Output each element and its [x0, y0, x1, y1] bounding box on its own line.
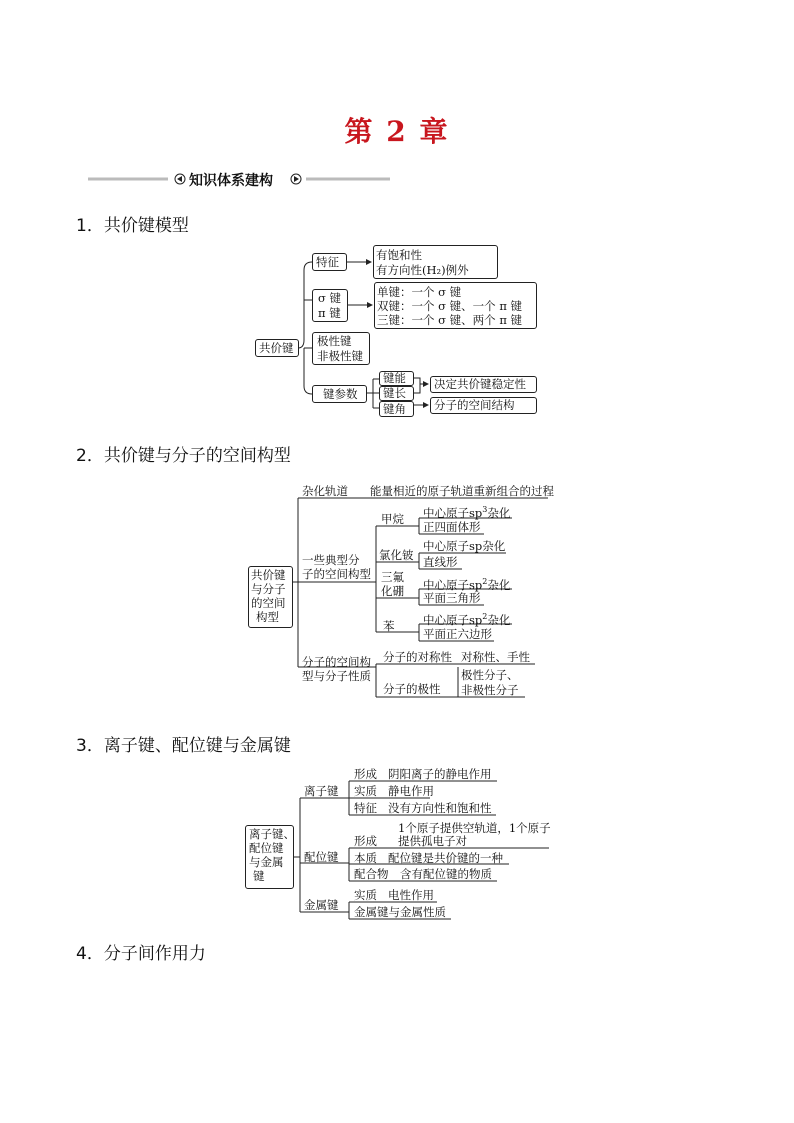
map2-polarity: 分子的极性 — [383, 682, 441, 696]
map1-root: 共价键 — [259, 341, 294, 355]
map2-root-3: 的空间 — [251, 596, 286, 610]
map1-tezheng-item-1: 有饱和性 — [376, 248, 422, 262]
map3-coord-1-desc: 配位键是共价键的一种 — [388, 851, 503, 865]
map1-sigma-item-2: 双键：一个 σ 键、一个 π 键 — [377, 299, 523, 313]
map1-sigma-item-3: 三键：一个 σ 键、两个 π 键 — [377, 313, 523, 327]
map3-coord-1-label: 本质 — [354, 851, 377, 865]
section-heading-4: 4．分子间作用力 — [76, 944, 206, 964]
map1-param: 键参数 — [323, 387, 358, 401]
map2-becl2: 氯化铍 — [379, 548, 414, 562]
map1-param-angle: 键角 — [383, 402, 406, 416]
map2-bf3-hyb: 中心原子$sp^2$杂化 — [423, 577, 511, 592]
map3-root-1: 离子键、 — [249, 827, 295, 841]
map2-methane-hyb: 中心原子$sp^3$杂化 — [423, 505, 511, 520]
map1-tezheng: 特征 — [316, 255, 339, 269]
map1-angle-note: 分子的空间结构 — [434, 398, 515, 412]
map2-root-1: 共价键 — [251, 568, 286, 582]
map3-coord-2-desc: 含有配位键的物质 — [400, 867, 492, 881]
map2-root-2: 与分子 — [251, 582, 286, 596]
map2-hybrid-desc: 能量相近的原子轨道重新组合的过程 — [370, 484, 554, 498]
map2-props-1: 分子的空间构 — [302, 655, 371, 669]
map1-param-energy: 键能 — [383, 371, 406, 385]
map3-root-2: 配位键 — [249, 841, 284, 855]
map2-root-4: 构型 — [256, 610, 279, 624]
map3-root-3: 与金属 — [249, 855, 284, 869]
map3-coord: 配位键 — [304, 850, 339, 864]
map2-typical-2: 子的空间构型 — [302, 567, 371, 581]
map2-benzene: 苯 — [383, 619, 395, 633]
map3-coord-2-label: 配合物 — [354, 867, 389, 881]
map2-benzene-shape: 平面正六边形 — [423, 627, 492, 641]
map2-polarity-1: 极性分子、 — [461, 668, 519, 682]
map2-symmetry: 分子的对称性 — [383, 650, 452, 664]
section-heading-3: 3．离子键、配位键与金属键 — [76, 736, 291, 756]
map2-bf3-2: 化硼 — [381, 584, 404, 598]
map3-coord-form-label: 形成 — [354, 834, 377, 848]
map2-methane-shape: 正四面体形 — [423, 520, 481, 534]
map3-ionic-3-label: 特征 — [354, 801, 377, 815]
map1-polar-2: 非极性键 — [317, 349, 363, 363]
map3-metal-1-label: 实质 — [354, 888, 377, 902]
map1-pi-bond: π 键 — [318, 306, 341, 320]
map2-symmetry-desc: 对称性、手性 — [461, 650, 530, 664]
map2-benzene-hyb: 中心原子$sp^2$杂化 — [423, 612, 511, 627]
map1-tezheng-item-2: 有方向性(H₂)例外 — [376, 263, 469, 277]
map2-typical-1: 一些典型分 — [302, 553, 360, 567]
map1-sigma-item-1: 单键：一个 σ 键 — [377, 285, 462, 299]
map3-coord-form-2: 提供孤电子对 — [398, 834, 467, 848]
map3-metal-2-label: 金属键与金属性质 — [354, 905, 446, 919]
map3-ionic-2-label: 实质 — [354, 784, 377, 798]
map3-ionic-1-desc: 阴阳离子的静电作用 — [388, 767, 492, 781]
map3-ionic-2-desc: 静电作用 — [388, 784, 434, 798]
map2-bf3-1: 三氟 — [381, 570, 404, 584]
map2-polarity-2: 非极性分子 — [461, 683, 519, 697]
map2-becl2-hyb: 中心原子sp杂化 — [423, 539, 506, 553]
section-subtitle: 知识体系建构 — [189, 173, 273, 189]
chapter-title: 第 2 章 — [344, 115, 450, 148]
map2-hybrid: 杂化轨道 — [302, 484, 348, 498]
map3-ionic-3-desc: 没有方向性和饱和性 — [388, 801, 492, 815]
map3-metal: 金属键 — [304, 898, 339, 912]
map2-bf3-shape: 平面三角形 — [423, 591, 481, 605]
section-heading-2: 2．共价键与分子的空间构型 — [76, 446, 291, 466]
map3-ionic: 离子键 — [304, 784, 339, 798]
map3-coord-form-1: 1个原子提供空轨道，1个原子 — [398, 821, 551, 835]
map2-becl2-shape: 直线形 — [423, 555, 458, 569]
map2-props-2: 型与分子性质 — [302, 669, 371, 683]
map3-metal-1-desc: 电性作用 — [388, 888, 434, 902]
map1-param-length: 键长 — [383, 386, 406, 400]
map1-polar-1: 极性键 — [317, 334, 352, 348]
map3-root-4: 键 — [253, 869, 265, 883]
map1-sigma-bond: σ 键 — [318, 291, 342, 305]
map1-energy-note: 决定共价键稳定性 — [434, 377, 526, 391]
map3-ionic-1-label: 形成 — [354, 767, 377, 781]
section-heading-1: 1．共价键模型 — [76, 216, 189, 236]
map2-methane: 甲烷 — [381, 512, 404, 526]
